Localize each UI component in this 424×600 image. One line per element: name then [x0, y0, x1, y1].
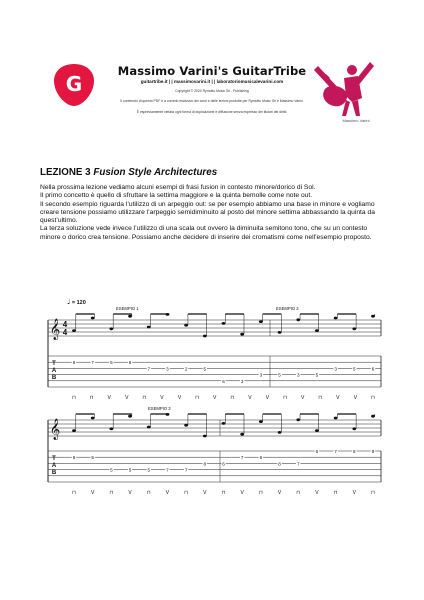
- note-head: [109, 327, 113, 330]
- tab-number: 8: [278, 461, 281, 467]
- pick-stroke: V: [165, 490, 170, 496]
- paragraph: Nella prossima lezione vediamo alcuni esempi di frasi fusion in contesto minore/dorico di Sol.: [40, 184, 316, 191]
- note-head: [296, 318, 300, 321]
- tab-number: 6: [128, 360, 132, 366]
- note-head: [315, 429, 319, 432]
- pick-stroke: V: [91, 490, 95, 496]
- note-head: [147, 426, 151, 429]
- tab-number: 5: [353, 366, 356, 372]
- legal-line-2: È espressamente vietata ogni forma di duplicazione e diffusione senza espresso dei titolari dei diritti.: [136, 110, 288, 114]
- tab-number: 7: [147, 366, 151, 372]
- note-head: [334, 417, 338, 420]
- note-head: [278, 431, 282, 434]
- pick-stroke: V: [315, 490, 319, 496]
- tab-letter: T: [52, 456, 56, 462]
- example-label: ESEMPIO 1: [116, 306, 139, 311]
- tab-number: 8: [203, 461, 207, 467]
- note-head: [371, 415, 375, 418]
- note-head: [128, 315, 132, 318]
- treble-clef-icon: 𝄞: [49, 319, 61, 340]
- pick-stroke: ⊓: [371, 490, 375, 496]
- paragraph: Il secondo esempio riguarda l’utilizzo di un arpeggio out: se per esempio abbiamo una base in minore e vogliamo creare tensione possiamo utilizzare l’arpeggio semidiminuito al posto del minore settima abbassando la quinta da quest’ultimo.: [40, 200, 375, 224]
- note-head: [184, 424, 188, 427]
- pick-stroke: V: [265, 395, 270, 401]
- note-head: [222, 422, 226, 425]
- pick-stroke: ⊓: [184, 490, 189, 496]
- tab-number: 6: [371, 366, 375, 372]
- note-head: [259, 320, 263, 323]
- tab-letter: A: [51, 368, 57, 374]
- note-head: [371, 315, 375, 318]
- note-head: [240, 433, 244, 436]
- brand-urls: guitartribe.it | | massimovarini.it | | laboratoriomusicalevarini.com: [140, 79, 284, 84]
- tab-letter: T: [52, 361, 56, 367]
- tempo-value: = 120: [71, 300, 86, 306]
- pick-stroke: ⊓: [146, 490, 151, 496]
- pick-stroke: ⊓: [371, 395, 375, 401]
- note-head: [184, 324, 188, 327]
- tab-number: 7: [184, 467, 188, 473]
- pick-stroke: ⊓: [72, 490, 76, 496]
- tab-number: 2: [184, 366, 188, 372]
- pick-stroke: V: [107, 395, 111, 401]
- tab-number: 7: [296, 461, 300, 467]
- tab-number: 5: [315, 372, 319, 378]
- tab-letter: B: [51, 375, 57, 381]
- note-head: [91, 417, 95, 420]
- score-system-2: [48, 406, 381, 496]
- note-head: [296, 418, 300, 421]
- pick-stroke: V: [177, 395, 182, 401]
- quarter-note-icon: ♩: [67, 298, 71, 306]
- pick-stroke: V: [300, 395, 305, 401]
- pick-stroke: ⊓: [89, 395, 94, 401]
- paragraph: Il primo concetto è quello di sfruttare la settima maggiore e la quinta bemolle come note out.: [40, 192, 313, 200]
- tab-number: 3: [240, 378, 244, 384]
- note-head: [203, 435, 207, 438]
- pick-stroke: V: [277, 490, 282, 496]
- tab-number: 9: [371, 449, 375, 454]
- note-head: [334, 317, 338, 320]
- example-label: ESEMPIO 3: [148, 406, 171, 411]
- tab-number: 7: [334, 449, 337, 454]
- tab-number: 3: [166, 366, 169, 372]
- pick-stroke: ⊓: [318, 395, 323, 401]
- pick-stroke: V: [352, 490, 356, 496]
- tab-letter: A: [51, 463, 57, 469]
- tab-number: 5: [278, 372, 281, 378]
- score-system-1: [48, 306, 381, 401]
- treble-clef-icon: 𝄞: [49, 419, 61, 440]
- pick-stroke: V: [240, 490, 244, 496]
- tab-letter: B: [51, 470, 57, 476]
- time-signature-bottom: 4: [62, 328, 68, 337]
- pick-stroke: V: [128, 490, 132, 496]
- tab-number: 6: [222, 461, 225, 467]
- tab-number: 6: [72, 455, 76, 461]
- pick-stroke: ⊓: [142, 395, 147, 401]
- example-label: ESEMPIO 2: [276, 306, 299, 311]
- pick-stroke: V: [203, 490, 207, 496]
- pick-stroke: ⊓: [221, 490, 226, 496]
- time-signature-top: 4: [62, 320, 68, 329]
- lesson-number: LEZIONE 3: [40, 167, 91, 178]
- tab-number: 3: [259, 372, 263, 378]
- tab-number: 6: [222, 378, 225, 384]
- note-head: [203, 335, 207, 338]
- note-head: [259, 420, 263, 423]
- legal-line-1: Il contenuto di questo PDF è a corredo esclusivo dei corsi e delle lezioni prodotte per Rymotto Music Srl e Massimo Varini.: [120, 99, 304, 103]
- note-head: [278, 331, 282, 334]
- logo-letter: G: [65, 72, 83, 96]
- pick-stroke: V: [125, 395, 129, 401]
- copyright-line: Copyright © 2024 Rymotto Music Srl - Publishing: [175, 89, 249, 93]
- pick-stroke: ⊓: [283, 395, 288, 401]
- pick-stroke: ⊓: [230, 395, 235, 401]
- tab-number: 8: [353, 449, 356, 454]
- pick-stroke: V: [248, 395, 252, 401]
- note-head: [222, 322, 226, 325]
- note-head: [147, 326, 151, 329]
- pick-stroke: V: [336, 395, 340, 401]
- tab-number: 6: [72, 360, 76, 366]
- note-head: [315, 329, 319, 332]
- note-head: [72, 329, 76, 332]
- note-head: [91, 317, 95, 320]
- pick-stroke: ⊓: [258, 490, 263, 496]
- pick-stroke: ⊓: [109, 490, 114, 496]
- pick-stroke: V: [160, 395, 164, 401]
- pick-stroke: V: [353, 395, 358, 401]
- note-head: [128, 415, 132, 418]
- paragraph: La terza soluzione vede invece l’utilizzo di una scala out ovvero la diminuita semitono tono, che su un contesto minore o dorico crea tensione. Possiamo anche decidere di inserire dei cromatismi come nell’esempio proposto.: [40, 225, 372, 241]
- note-head: [109, 427, 113, 430]
- tab-number: 5: [110, 467, 113, 473]
- tab-number: 5: [91, 455, 94, 461]
- note-head: [352, 327, 356, 330]
- pick-stroke: ⊓: [72, 395, 76, 401]
- tab-number: 7: [166, 467, 169, 473]
- tab-number: 3: [296, 372, 300, 378]
- tab-number: 6: [315, 449, 319, 454]
- lesson-subtitle: Fusion Style Architectures: [93, 167, 218, 178]
- tab-number: 6: [259, 455, 263, 461]
- tab-number: 5: [147, 467, 151, 473]
- tab-number: 5: [203, 366, 207, 372]
- note-head: [72, 429, 76, 432]
- tab-number: 7: [91, 360, 94, 366]
- pick-stroke: V: [213, 395, 217, 401]
- tab-number: 5: [128, 467, 132, 473]
- author-caption: Massimo Varini: [342, 118, 370, 123]
- pick-stroke: ⊓: [296, 490, 301, 496]
- tab-number: 7: [240, 455, 244, 461]
- pick-stroke: ⊓: [195, 395, 200, 401]
- pick-stroke: ⊓: [333, 490, 338, 496]
- tab-number: 3: [334, 366, 337, 372]
- note-head: [240, 333, 244, 336]
- note-head: [352, 427, 356, 430]
- tab-number: 5: [110, 360, 113, 366]
- brand-title: Massimo Varini's GuitarTribe: [117, 64, 307, 78]
